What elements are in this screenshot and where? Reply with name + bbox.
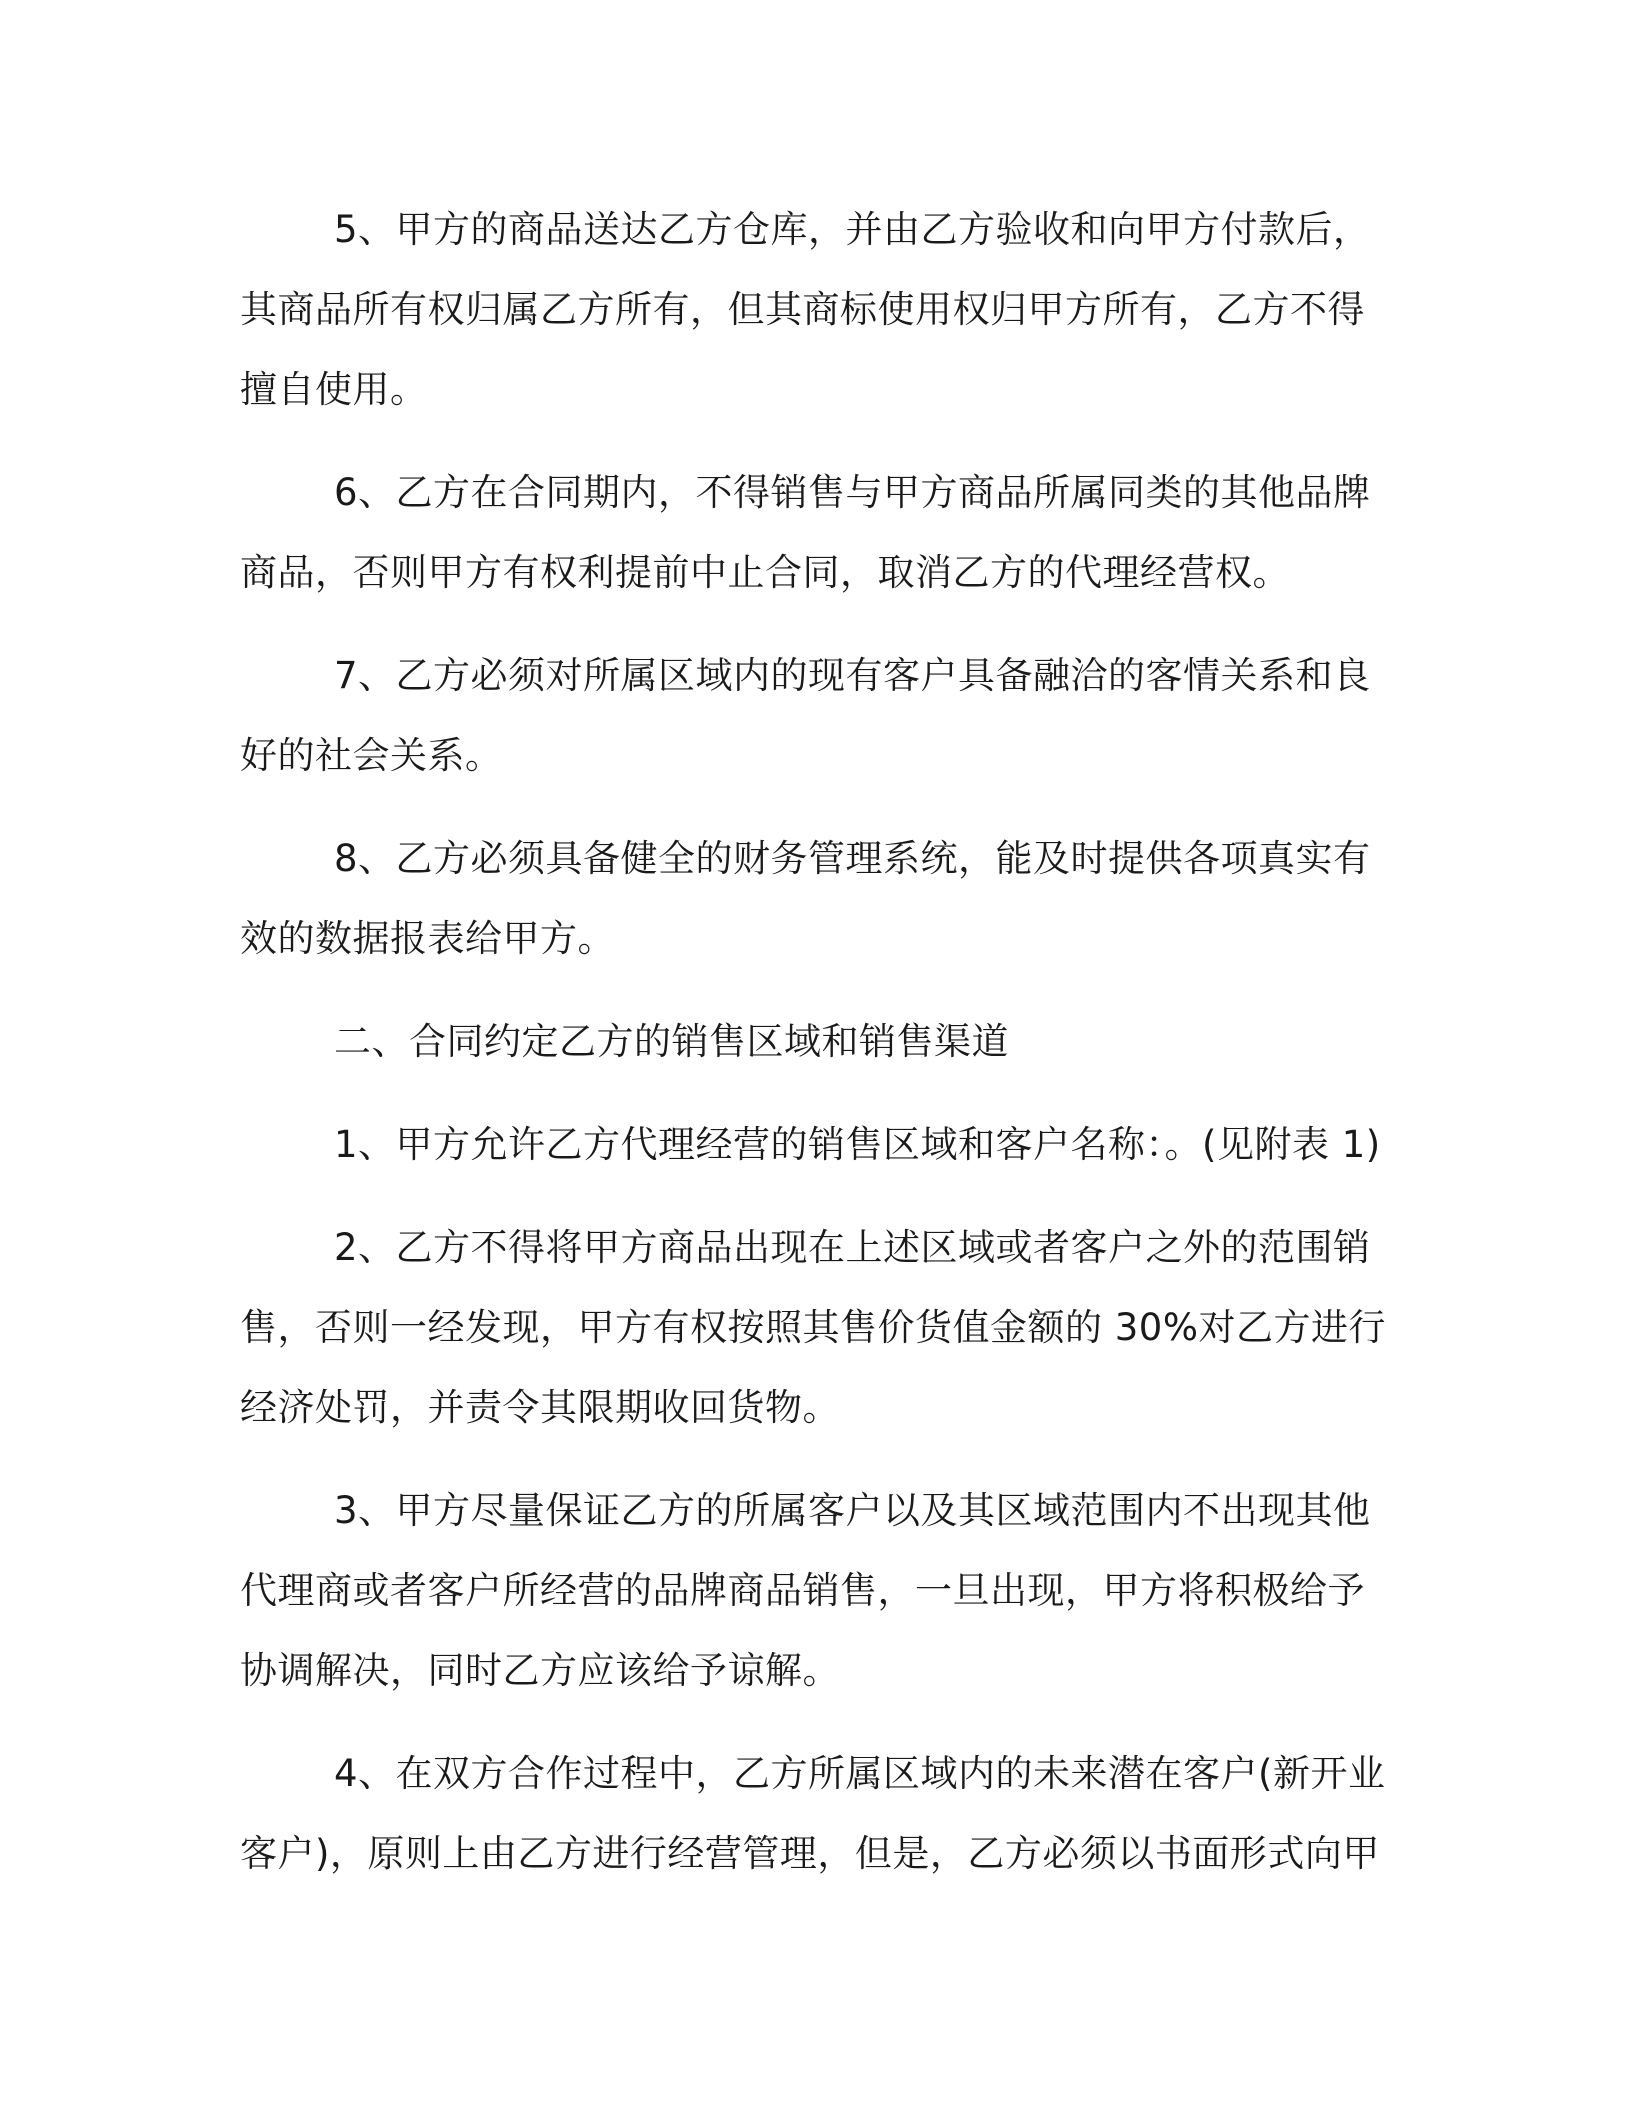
- text-line: 4、在双方合作过程中，乙方所属区域内的未来潜在客户(新开业: [334, 1752, 1386, 1795]
- text-line: 商品，否则甲方有权利提前中止合同，取消乙方的代理经营权。: [240, 551, 1290, 594]
- text-line: 客户)，原则上由乙方进行经营管理，但是，乙方必须以书面形式向甲: [240, 1832, 1380, 1875]
- section-heading-2: [240, 1002, 1370, 1082]
- section-heading-text: 二、合同约定乙方的销售区域和销售渠道: [334, 1020, 1009, 1063]
- clause-paragraph-2-1: [240, 1105, 1381, 1185]
- text-line: 2、乙方不得将甲方商品出现在上述区域或者客户之外的范围销: [334, 1226, 1371, 1269]
- text-line: 6、乙方在合同期内，不得销售与甲方商品所属同类的其他品牌: [334, 471, 1371, 514]
- text-line: 1、甲方允许乙方代理经营的销售区域和客户名称：。(见附表 1): [334, 1123, 1381, 1166]
- text-line: 代理商或者客户所经营的品牌商品销售，一旦出现，甲方将积极给予: [240, 1569, 1365, 1612]
- clause-paragraph-8: [240, 819, 1370, 979]
- text-line: 3、甲方尽量保证乙方的所属客户以及其区域范围内不出现其他: [334, 1489, 1371, 1532]
- text-line: 其商品所有权归属乙方所有，但其商标使用权归甲方所有，乙方不得: [240, 288, 1365, 331]
- text-line: 8、乙方必须具备健全的财务管理系统，能及时提供各项真实有: [334, 837, 1371, 880]
- clause-paragraph-7: [240, 636, 1370, 796]
- clause-paragraph-2-4: [240, 1734, 1386, 1894]
- text-line: 5、甲方的商品送达乙方仓库，并由乙方验收和向甲方付款后，: [334, 208, 1371, 251]
- clause-paragraph-5: [240, 190, 1370, 430]
- text-line: 效的数据报表给甲方。: [240, 917, 615, 960]
- text-line: 协调解决，同时乙方应该给予谅解。: [240, 1649, 840, 1692]
- text-line: 7、乙方必须对所属区域内的现有客户具备融洽的客情关系和良: [334, 654, 1371, 697]
- text-line: 经济处罚，并责令其限期收回货物。: [240, 1386, 840, 1429]
- clause-paragraph-2-3: [240, 1471, 1370, 1711]
- clause-paragraph-2-2: [240, 1208, 1386, 1448]
- text-line: 擅自使用。: [240, 368, 428, 411]
- document-page: [240, 190, 1386, 1917]
- clause-paragraph-6: [240, 453, 1370, 613]
- text-line: 售，否则一经发现，甲方有权按照其售价货值金额的 30%对乙方进行: [240, 1306, 1386, 1349]
- text-line: 好的社会关系。: [240, 734, 503, 777]
